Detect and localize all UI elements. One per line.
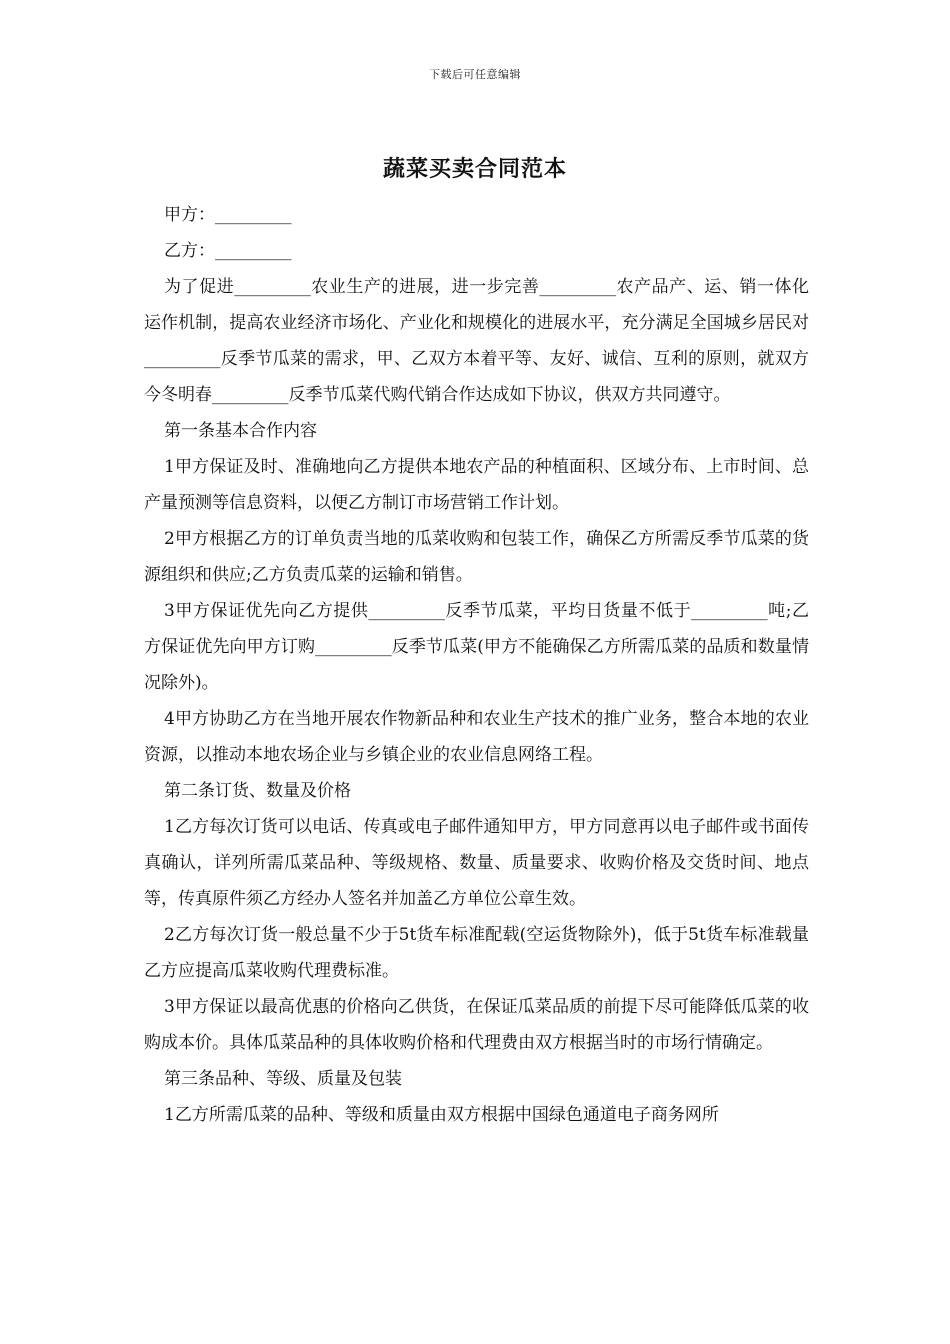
article-1-clause-2: 2甲方根据乙方的订单负责当地的瓜菜收购和包装工作，确保乙方所需反季节瓜菜的货源组织和供应;乙方负责瓜菜的运输和销售。: [144, 529, 809, 585]
article-1-clause-4: 4甲方协助乙方在当地开展农作物新品种和农业生产技术的推广业务，整合本地的农业资源，以推动本地农场企业与乡镇企业的农业信息网络工程。: [144, 709, 809, 765]
article-2-clause-2: 2乙方每次订货一般总量不少于5t货车标准配载(空运货物除外)，低于5t货车标准载量乙方应提高瓜菜收购代理费标准。: [144, 925, 809, 981]
preamble-paragraph: 为了促进_________农业生产的进展，进一步完善_________农产品产、运、销一体化运作机制，提高农业经济市场化、产业化和规模化的进展水平，充分满足全国城乡居民对_________反季节瓜菜的需求，甲、乙双方本着平等、友好、诚信、互利的原则，就双方今冬明春_________反季节瓜菜代购代销合作达成如下协议，供双方共同遵守。: [144, 277, 809, 405]
article-1-clause-3: 3甲方保证优先向乙方提供_________反季节瓜菜，平均日货量不低于_________吨;乙方保证优先向甲方订购_________反季节瓜菜(甲方不能确保乙方所需瓜菜的品质和数量情况除外)。: [144, 601, 809, 693]
party-b-line: 乙方：_________: [164, 241, 292, 261]
document-title: 蔬菜买卖合同范本: [382, 156, 567, 182]
article-1-heading: 第一条基本合作内容: [164, 421, 317, 441]
article-2-heading: 第二条订货、数量及价格: [164, 781, 351, 801]
article-1-clause-1: 1甲方保证及时、准确地向乙方提供本地农产品的种植面积、区域分布、上市时间、总产量预测等信息资料，以便乙方制订市场营销工作计划。: [144, 457, 809, 513]
contract-body: [144, 197, 809, 1133]
article-3-heading: 第三条品种、等级、质量及包装: [164, 1069, 402, 1089]
article-3-clause-1: 1乙方所需瓜菜的品种、等级和质量由双方根据中国绿色通道电子商务网所: [164, 1105, 719, 1125]
article-2-clause-3: 3甲方保证以最高优惠的价格向乙供货，在保证瓜菜品质的前提下尽可能降低瓜菜的收购成本价。具体瓜菜品种的具体收购价格和代理费由双方根据当时的市场行情确定。: [144, 997, 809, 1053]
header-note: 下载后可任意编辑: [429, 68, 521, 81]
article-2-clause-1: 1乙方每次订货可以电话、传真或电子邮件通知甲方，甲方同意再以电子邮件或书面传真确认，详列所需瓜菜品种、等级规格、数量、质量要求、收购价格及交货时间、地点等，传真原件须乙方经办人签名并加盖乙方单位公章生效。: [144, 817, 809, 909]
party-a-line: 甲方：_________: [164, 205, 292, 225]
